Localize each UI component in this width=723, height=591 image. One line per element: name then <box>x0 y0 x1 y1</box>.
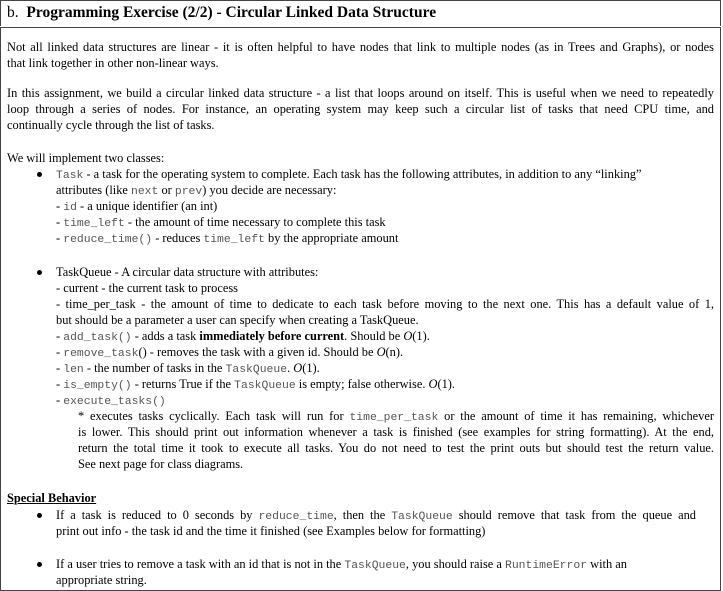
bullet-icon <box>37 513 42 518</box>
special-b2-line2: appropriate string. <box>56 573 147 587</box>
execute-desc-line3: return the total time it took to execute all tasks. You do not need to test the print outs but should test the return value. <box>78 441 714 455</box>
bullet-icon <box>37 562 42 567</box>
queue-attr-current: - current - the current task to process <box>56 281 238 295</box>
queue-line1: TaskQueue - A circular data structure with attributes: <box>56 265 319 279</box>
bullet-icon <box>37 172 42 177</box>
intro-p2-line3: continually cycle through the list of tasks. <box>7 118 215 132</box>
intro-p1-line2: that link together in other non-linear ways. <box>7 56 219 70</box>
queue-method-add-task: - add_task() - adds a task immediately before current. Should be O(1). <box>56 329 430 344</box>
task-line2: attributes (like next or prev) you decide are necessary: <box>56 183 337 198</box>
queue-method-execute-tasks: - execute_tasks() <box>56 393 166 408</box>
task-attr-time-left: - time_left - the amount of time necessary to complete this task <box>56 215 386 230</box>
queue-method-remove-task: - remove_task() - removes the task with a given id. Should be O(n). <box>56 345 404 360</box>
section-heading <box>7 4 436 22</box>
heading-box <box>0 0 721 26</box>
queue-method-len: - len - the number of tasks in the TaskQueue. O(1). <box>56 361 320 376</box>
task-class-name: Task <box>56 170 84 182</box>
execute-desc-line2: is lower. This should print out information whenever a task is finished (see examples for string formatting). At the end, <box>78 425 714 439</box>
task-line1: Task - a task for the operating system to complete. Each task has the following attributes, in addition to any “linking” <box>56 167 642 182</box>
intro-p1-line1: Not all linked data structures are linear - it is often helpful to have nodes that link to multiple nodes (as in Trees and Graphs), or nodes <box>7 40 714 54</box>
execute-desc-line1: * executes tasks cyclically. Each task will run for time_per_task or the amount of time it has remaining, whichever <box>78 409 714 424</box>
task-attr-id: - id - a unique identifier (an int) <box>56 199 218 214</box>
queue-attr-time-per-task-1: - time_per_task - the amount of time to dedicate to each task before moving to the next one. This has a default value of 1, <box>56 297 714 311</box>
bullet-icon <box>37 270 42 275</box>
special-b1-line1: If a task is reduced to 0 seconds by reduce_time, then the TaskQueue should remove that task from the queue and <box>56 508 696 523</box>
special-behavior-heading: Special Behavior <box>7 491 97 505</box>
execute-desc-line4: See next page for class diagrams. <box>78 457 244 471</box>
heading-prefix: b. <box>7 4 19 21</box>
intro-p2-line2: loop through a series of nodes. For instance, an operating system may keep such a circular list of tasks that need CPU time, and <box>7 102 714 116</box>
task-attr-reduce-time: - reduce_time() - reduces time_left by the appropriate amount <box>56 231 399 246</box>
queue-attr-time-per-task-2: but should be a parameter a user can specify when creating a TaskQueue. <box>56 313 419 327</box>
intro-p2-line1: In this assignment, we build a circular linked data structure - a list that loops around on itself. This is useful when we need to repeatedly <box>7 86 714 100</box>
classes-intro: We will implement two classes: <box>7 151 165 165</box>
queue-method-is-empty: - is_empty() - returns True if the TaskQueue is empty; false otherwise. O(1). <box>56 377 456 392</box>
special-b1-line2: print out info - the task id and the time it finished (see Examples below for formatting) <box>56 524 486 538</box>
special-b2-line1: If a user tries to remove a task with an id that is not in the TaskQueue, you should raise a RuntimeError with an <box>56 557 627 572</box>
heading-title: Programming Exercise (2/2) - Circular Linked Data Structure <box>26 4 437 21</box>
